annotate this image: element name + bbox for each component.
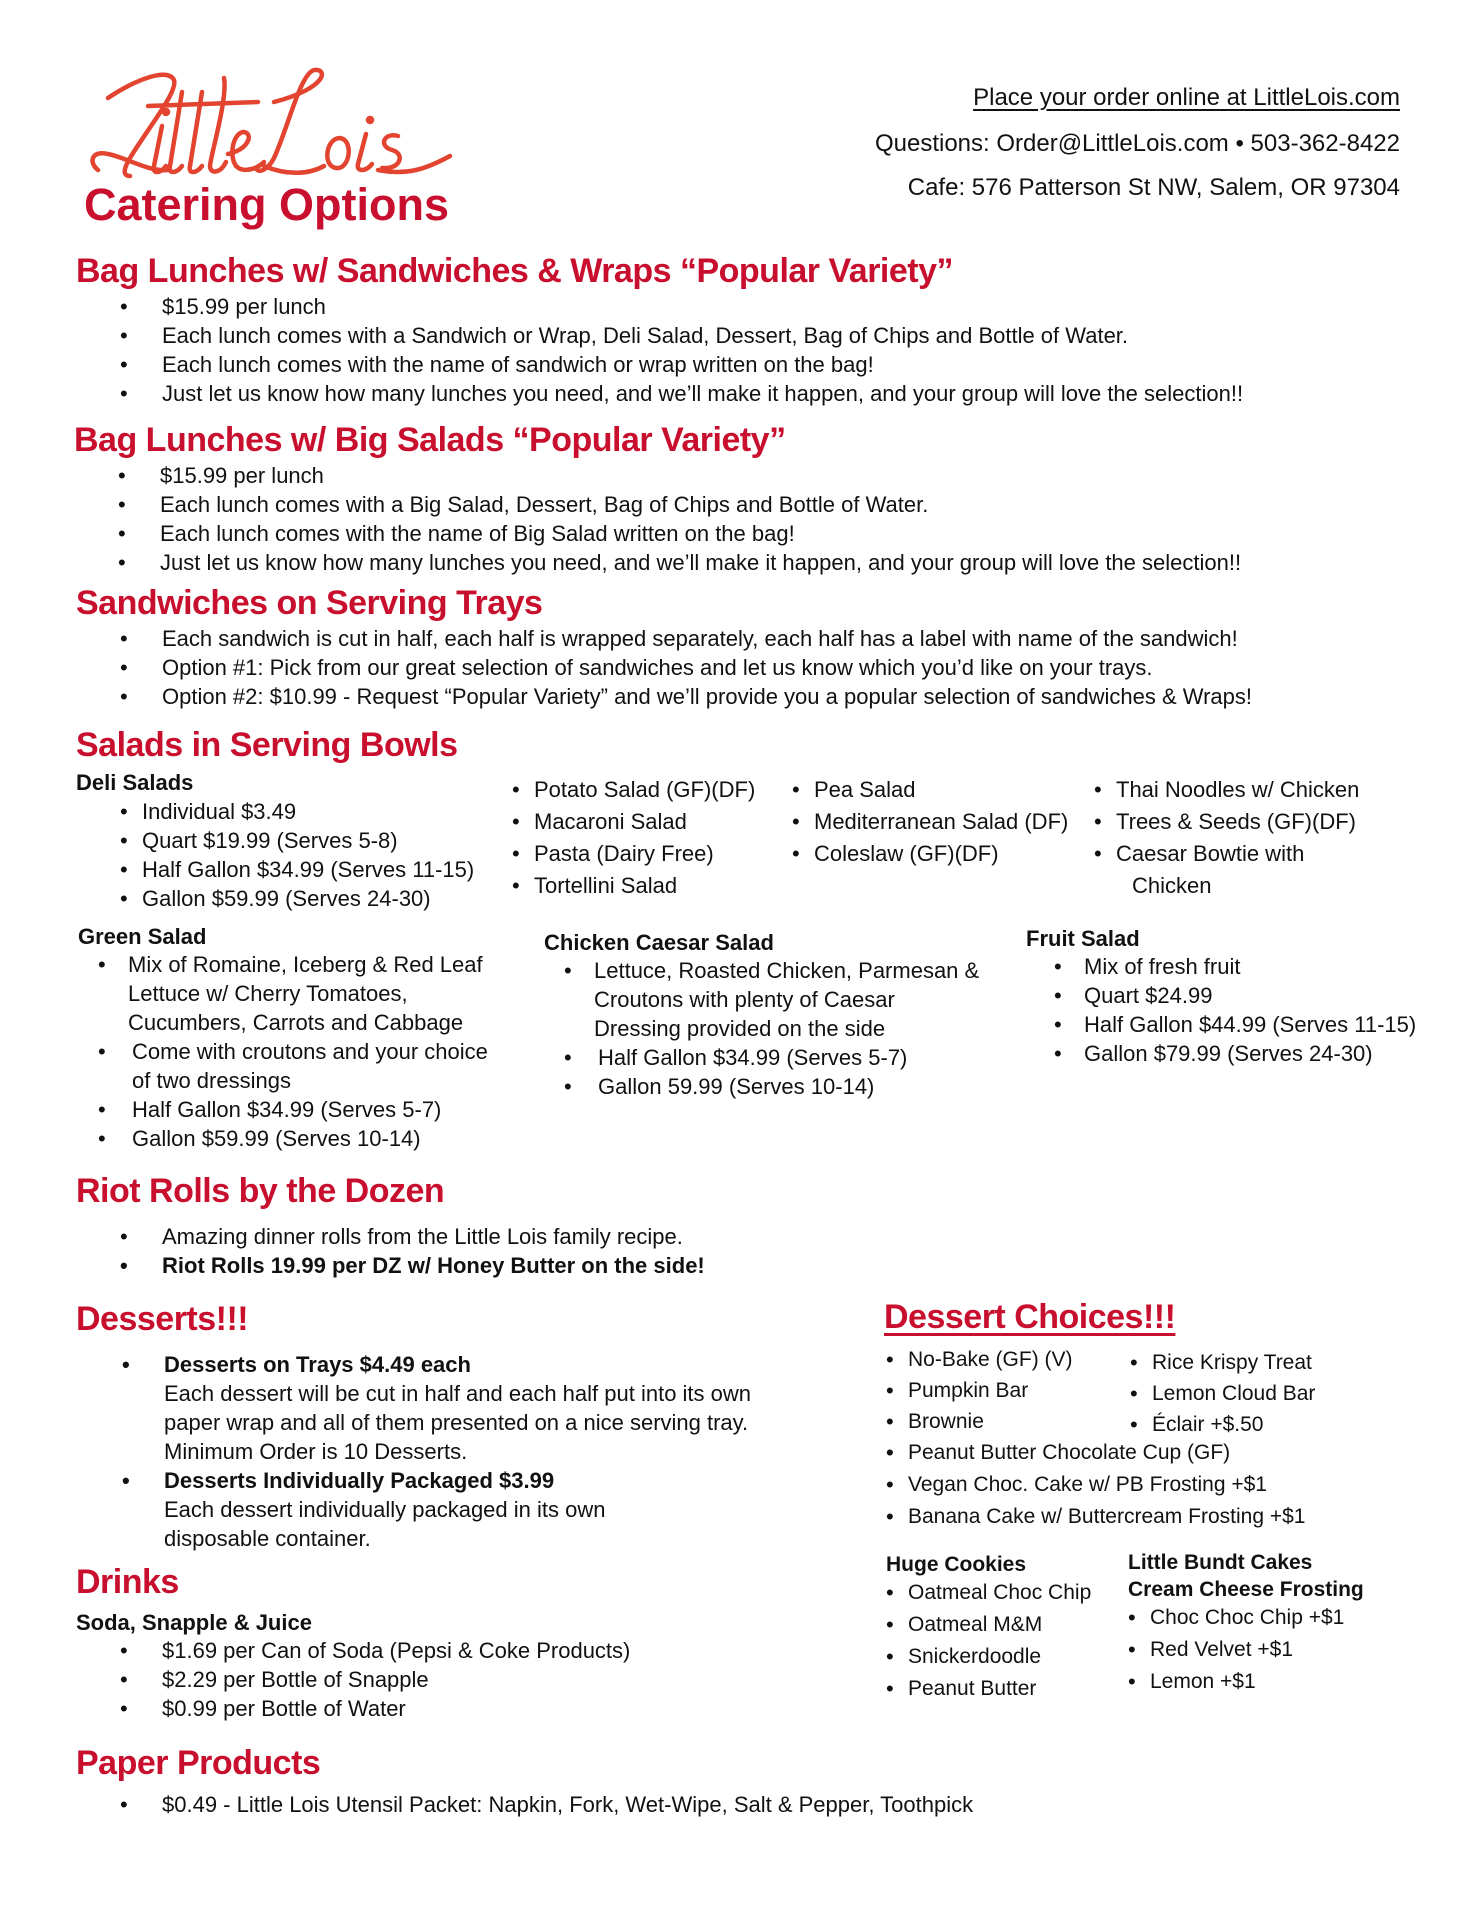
green-salad-heading: Green Salad xyxy=(78,924,207,949)
deli-col1-list xyxy=(534,774,755,902)
list-item: • Oatmeal M&M xyxy=(908,1609,1091,1641)
list-item: • Half Gallon $34.99 (Serves 5-7) xyxy=(594,1043,979,1072)
list-item: • Peanut Butter Chocolate Cup (GF) xyxy=(908,1437,1305,1469)
section-title-salads: Salads in Serving Bowls xyxy=(76,726,458,764)
list-item-desc: disposable container. xyxy=(164,1526,371,1551)
list-item: • Just let us know how many lunches you need, and we’ll make it happen, and your group will love the selection!! xyxy=(160,548,1241,577)
list-item: • Option #1: Pick from our great selection of sandwiches and let us know which you’d like on your trays. xyxy=(162,653,1252,682)
dessert-choices-col2 xyxy=(1152,1347,1315,1440)
huge-cookies-heading: Huge Cookies xyxy=(886,1553,1027,1576)
little-lois-logo xyxy=(78,58,458,188)
list-item: • Half Gallon $34.99 (Serves 11-15) xyxy=(142,855,474,884)
section-title-dessert-choices: Dessert Choices!!! xyxy=(884,1298,1176,1336)
list-item: • Quart $19.99 (Serves 5-8) xyxy=(142,826,474,855)
list-item: • Come with croutons and your choice xyxy=(128,1037,488,1066)
list-item: • Amazing dinner rolls from the Little Lois family recipe. xyxy=(162,1222,705,1251)
list-item: • Coleslaw (GF)(DF) xyxy=(814,838,1068,870)
list-item-desc: Minimum Order is 10 Desserts. xyxy=(164,1439,468,1464)
list-item: • $15.99 per lunch xyxy=(160,461,1241,490)
list-item: • Pumpkin Bar xyxy=(908,1375,1073,1406)
list-item: • Mix of Romaine, Iceberg & Red Leaf xyxy=(128,950,488,979)
list-item: • $15.99 per lunch xyxy=(162,292,1243,321)
list-item: • Just let us know how many lunches you need, and we’ll make it happen, and your group will love the selection!! xyxy=(162,379,1243,408)
list-item: • Oatmeal Choc Chip xyxy=(908,1577,1091,1609)
section-title-trays: Sandwiches on Serving Trays xyxy=(76,584,543,622)
caesar-salad-list xyxy=(594,956,979,1101)
list-item: • Gallon 59.99 (Serves 10-14) xyxy=(594,1072,979,1101)
list-item-continued: Lettuce w/ Cherry Tomatoes, xyxy=(128,981,408,1006)
section-title-drinks: Drinks xyxy=(76,1563,179,1601)
huge-cookies-list xyxy=(908,1577,1091,1705)
list-item: • Snickerdoodle xyxy=(908,1641,1091,1673)
list-item-continued: of two dressings xyxy=(132,1068,291,1093)
section-title-desserts: Desserts!!! xyxy=(76,1300,249,1338)
list-item-desc: Each dessert individually packaged in its own xyxy=(164,1497,606,1522)
bag-sandwiches-list xyxy=(162,292,1243,408)
dessert-choices-col1 xyxy=(908,1344,1073,1437)
deli-col2-list xyxy=(814,774,1068,870)
rolls-list xyxy=(162,1222,705,1280)
bundt-cakes-heading: Little Bundt Cakes xyxy=(1128,1551,1313,1574)
list-item: • Caesar Bowtie with xyxy=(1116,838,1359,870)
bag-salads-list xyxy=(160,461,1241,577)
list-item: • Brownie xyxy=(908,1406,1073,1437)
list-item: • Lemon +$1 xyxy=(1150,1666,1344,1698)
paper-list xyxy=(162,1790,973,1819)
drinks-subheading: Soda, Snapple & Juice xyxy=(76,1610,312,1635)
list-item: • Banana Cake w/ Buttercream Frosting +$1 xyxy=(908,1501,1305,1533)
drinks-list xyxy=(162,1636,630,1723)
list-item: • Each lunch comes with a Sandwich or Wrap, Deli Salad, Dessert, Bag of Chips and Bottle of Water. xyxy=(162,321,1243,350)
caesar-salad-heading: Chicken Caesar Salad xyxy=(544,930,774,955)
list-item: • Individual $3.49 xyxy=(142,797,474,826)
list-item: • Half Gallon $44.99 (Serves 11-15) xyxy=(1084,1010,1416,1039)
dessert-choices-full xyxy=(908,1437,1305,1533)
list-item: • Macaroni Salad xyxy=(534,806,755,838)
list-item-continued: Chicken xyxy=(1132,873,1212,898)
list-item: • $0.49 - Little Lois Utensil Packet: Napkin, Fork, Wet-Wipe, Salt & Pepper, Toothpick xyxy=(162,1790,973,1819)
list-item: • Quart $24.99 xyxy=(1084,981,1416,1010)
list-item: • Rice Krispy Treat xyxy=(1152,1347,1315,1378)
list-item: • Each lunch comes with the name of Big Salad written on the bag! xyxy=(160,519,1241,548)
list-item: • Each sandwich is cut in half, each half is wrapped separately, each half has a label with name of the sandwich! xyxy=(162,624,1252,653)
list-item: • Lemon Cloud Bar xyxy=(1152,1378,1315,1409)
green-salad-list xyxy=(128,950,488,1153)
list-item: • Gallon $59.99 (Serves 24-30) xyxy=(142,884,474,913)
list-item: • Tortellini Salad xyxy=(534,870,755,902)
list-item: • Choc Choc Chip +$1 xyxy=(1150,1602,1344,1634)
desserts-list xyxy=(164,1350,751,1553)
order-online-link[interactable]: Place your order online at LittleLois.com xyxy=(973,84,1400,111)
deli-salads-heading: Deli Salads xyxy=(76,770,194,795)
bundt-cakes-list xyxy=(1150,1602,1344,1698)
deli-col3-list xyxy=(1116,774,1359,902)
list-item: • Red Velvet +$1 xyxy=(1150,1634,1344,1666)
list-item: • Peanut Butter xyxy=(908,1673,1091,1705)
section-title-bag-sandwiches: Bag Lunches w/ Sandwiches & Wraps “Popular Variety” xyxy=(76,252,954,290)
list-item: • Option #2: $10.99 - Request “Popular Variety” and we’ll provide you a popular selection of sandwiches & Wraps! xyxy=(162,682,1252,711)
list-item: • Mix of fresh fruit xyxy=(1084,952,1416,981)
list-item: • $0.99 per Bottle of Water xyxy=(162,1694,630,1723)
list-item: • No-Bake (GF) (V) xyxy=(908,1344,1073,1375)
list-item: • Desserts Individually Packaged $3.99 xyxy=(164,1466,751,1495)
list-item-desc: Each dessert will be cut in half and each half put into its own xyxy=(164,1381,752,1406)
trays-list xyxy=(162,624,1252,711)
list-item: • Riot Rolls 19.99 per DZ w/ Honey Butter on the side! xyxy=(162,1251,705,1280)
list-item-continued: Cucumbers, Carrots and Cabbage xyxy=(128,1010,464,1035)
list-item-desc: paper wrap and all of them presented on a nice serving tray. xyxy=(164,1410,749,1435)
list-item-continued: Croutons with plenty of Caesar xyxy=(594,987,895,1012)
list-item: • Each lunch comes with a Big Salad, Dessert, Bag of Chips and Bottle of Water. xyxy=(160,490,1241,519)
section-title-paper: Paper Products xyxy=(76,1744,321,1782)
deli-sizes-list xyxy=(142,797,474,913)
cafe-address: Cafe: 576 Patterson St NW, Salem, OR 97304 xyxy=(907,174,1400,201)
contact-questions: Questions: Order@LittleLois.com • 503-362-8422 xyxy=(874,130,1400,157)
section-title-bag-salads: Bag Lunches w/ Big Salads “Popular Variety” xyxy=(74,421,786,459)
list-item: • Lettuce, Roasted Chicken, Parmesan & xyxy=(594,956,979,985)
list-item: • Éclair +$.50 xyxy=(1152,1409,1315,1440)
list-item: • Vegan Choc. Cake w/ PB Frosting +$1 xyxy=(908,1469,1305,1501)
list-item: • Trees & Seeds (GF)(DF) xyxy=(1116,806,1359,838)
bundt-cakes-subheading: Cream Cheese Frosting xyxy=(1128,1578,1364,1601)
list-item: • Gallon $59.99 (Serves 10-14) xyxy=(128,1124,488,1153)
fruit-salad-list xyxy=(1084,952,1416,1068)
list-item: • Gallon $79.99 (Serves 24-30) xyxy=(1084,1039,1416,1068)
list-item: • Half Gallon $34.99 (Serves 5-7) xyxy=(128,1095,488,1124)
list-item: • $1.69 per Can of Soda (Pepsi & Coke Products) xyxy=(162,1636,630,1665)
section-title-rolls: Riot Rolls by the Dozen xyxy=(76,1172,445,1210)
page-title: Catering Options xyxy=(84,179,450,230)
list-item: • Pea Salad xyxy=(814,774,1068,806)
list-item: • Thai Noodles w/ Chicken xyxy=(1116,774,1359,806)
list-item: • Each lunch comes with the name of sandwich or wrap written on the bag! xyxy=(162,350,1243,379)
list-item: • Potato Salad (GF)(DF) xyxy=(534,774,755,806)
list-item: • Mediterranean Salad (DF) xyxy=(814,806,1068,838)
fruit-salad-heading: Fruit Salad xyxy=(1026,926,1140,951)
list-item: • Pasta (Dairy Free) xyxy=(534,838,755,870)
list-item: • Desserts on Trays $4.49 each xyxy=(164,1350,751,1379)
list-item-continued: Dressing provided on the side xyxy=(594,1016,886,1041)
list-item: • $2.29 per Bottle of Snapple xyxy=(162,1665,630,1694)
